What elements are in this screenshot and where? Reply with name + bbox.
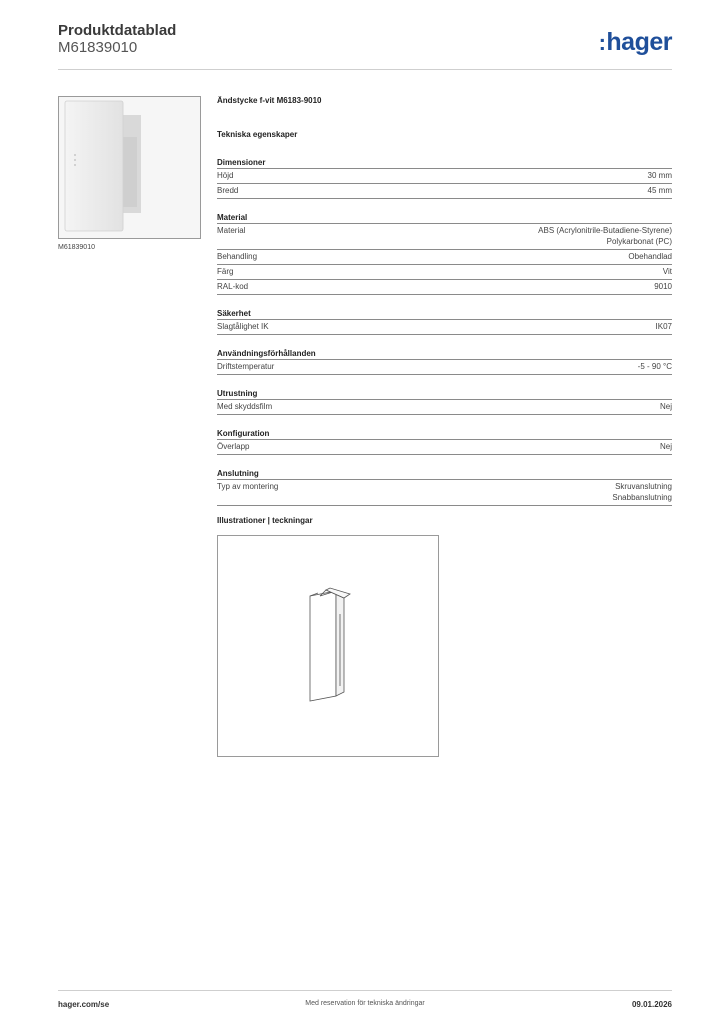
technical-properties-heading: Tekniska egenskaper — [217, 130, 298, 139]
spec-value — [612, 481, 672, 503]
spec-row — [217, 280, 672, 295]
spec-label: Driftstemperatur — [217, 362, 275, 371]
spec-row — [217, 360, 672, 375]
spec-value: IK07 — [655, 322, 672, 331]
page-header — [58, 20, 672, 70]
photo-caption: M61839010 — [58, 244, 95, 251]
spec-group-material — [217, 213, 672, 295]
spec-label: Typ av montering — [217, 482, 279, 491]
spec-label: Slagtålighet IK — [217, 322, 269, 331]
group-title: Anslutning — [217, 469, 672, 480]
footer-website: hager.com/se — [58, 1000, 110, 1009]
spec-value: 45 mm — [647, 186, 672, 195]
spec-value: 9010 — [654, 282, 672, 291]
document-title: Produktdatablad — [58, 22, 177, 39]
spec-row — [217, 169, 672, 184]
spec-label: RAL-kod — [217, 282, 249, 291]
spec-label: Med skyddsfilm — [217, 402, 273, 411]
spec-row — [217, 224, 672, 250]
product-photo — [58, 96, 201, 239]
spec-label: Överlapp — [217, 442, 250, 451]
spec-value — [538, 225, 672, 247]
spec-label: Höjd — [217, 171, 234, 180]
spec-group-safety — [217, 309, 672, 335]
specifications — [217, 96, 672, 506]
spec-value: 30 mm — [647, 171, 672, 180]
spec-row — [217, 250, 672, 265]
spec-group-equipment — [217, 389, 672, 415]
spec-row — [217, 480, 672, 506]
product-name: Ändstycke f-vit M6183-9010 — [217, 96, 322, 105]
spec-row — [217, 440, 672, 455]
group-title: Dimensioner — [217, 158, 672, 169]
product-photo-image — [59, 97, 200, 238]
group-title: Användningsförhållanden — [217, 349, 672, 360]
logo-dots-icon: : — [598, 30, 606, 55]
footer-date: 09.01.2026 — [631, 1000, 672, 1009]
illustrations-heading: Illustrationer | teckningar — [217, 516, 313, 525]
page-footer — [58, 990, 672, 1015]
spec-row — [217, 265, 672, 280]
spec-value: Nej — [659, 402, 672, 411]
spec-group-connection — [217, 469, 672, 506]
product-number: M61839010 — [58, 39, 138, 56]
group-title: Utrustning — [217, 389, 672, 400]
spec-group-conditions — [217, 349, 672, 375]
spec-value-line: Skruvanslutning — [615, 482, 672, 491]
spec-value: Obehandlad — [628, 252, 672, 261]
spec-label: Behandling — [217, 252, 258, 261]
spec-value: Vit — [662, 267, 672, 276]
hager-logo — [599, 28, 672, 57]
spec-label: Material — [217, 226, 246, 235]
spec-value: Nej — [659, 442, 672, 451]
spec-group-dimensions — [217, 158, 672, 199]
spec-value: -5 - 90 °C — [637, 362, 672, 371]
spec-value-line: Snabbanslutning — [612, 493, 672, 502]
end-piece-line-drawing — [218, 536, 438, 756]
spec-row — [217, 184, 672, 199]
spec-value-line: Polykarbonat (PC) — [606, 237, 672, 246]
spec-group-configuration — [217, 429, 672, 455]
group-title: Konfiguration — [217, 429, 672, 440]
spec-label: Färg — [217, 267, 234, 276]
footer-disclaimer: Med reservation för tekniska ändringar — [305, 1000, 425, 1007]
group-title: Säkerhet — [217, 309, 672, 320]
spec-row — [217, 320, 672, 335]
spec-label: Bredd — [217, 186, 239, 195]
group-title: Material — [217, 213, 672, 224]
spec-row — [217, 400, 672, 415]
spec-value-line: ABS (Acrylonitrile-Butadiene-Styrene) — [538, 226, 672, 235]
logo-text: hager — [606, 28, 672, 56]
illustration-drawing — [217, 535, 439, 757]
